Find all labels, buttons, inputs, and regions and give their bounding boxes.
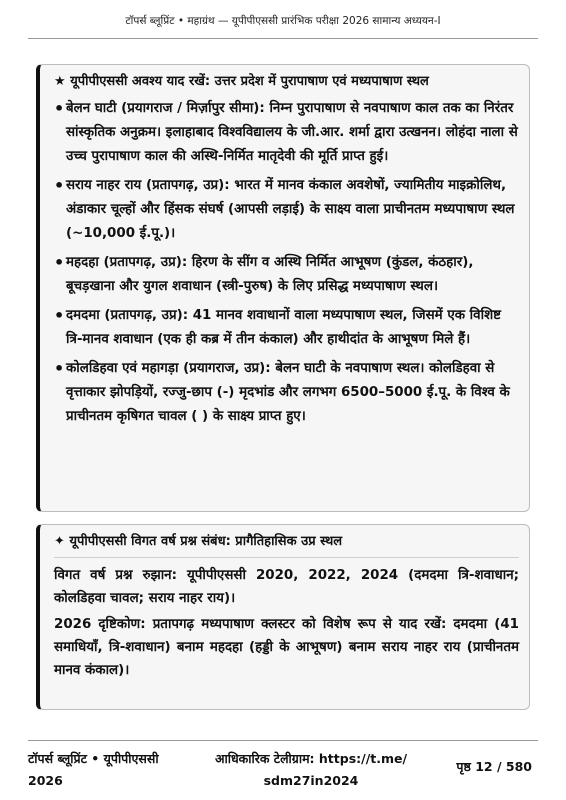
sparkle-icon: ✦ [54, 534, 65, 549]
pyq-title [54, 533, 519, 558]
bullet-icon: • [54, 359, 65, 378]
list-item [54, 97, 519, 169]
bullet-icon: • [54, 99, 65, 118]
pyq-connect-box [36, 524, 530, 710]
bullet-icon: • [54, 306, 65, 325]
list-item [54, 357, 519, 429]
pyq-title-text: यूपीपीएससी विगत वर्ष प्रश्न संबंध: प्रागैतिहासिक उप्र स्थल [69, 534, 343, 549]
header-divider [28, 38, 538, 39]
telegram-link[interactable]: आधिकारिक टेलीग्राम: https://t.me/ sdm27in2024 [214, 751, 408, 788]
bullet-icon: • [54, 176, 65, 195]
list-item-text: बेलन घाटी (प्रयागराज / मिर्ज़ापुर सीमा): निम्न पुरापाषाण से नवपाषाण काल तक का निरंतर सांस्कृतिक अनुक्रम। इलाहाबाद विश्वविद्यालय के जी.आर. शर्मा द्वारा उत्खनन। लोहंदा नाला से उच्च पुरापाषाण काल की अस्थि-निर्मित मातृदेवी की मूर्ति प्राप्त हुई। [66, 101, 518, 164]
footer-brand: टॉपर्स ब्लूप्रिंट • यूपीपीएससी 2026 [28, 751, 159, 788]
list-item-text: दमदमा (प्रतापगढ़, उप्र): 41 मानव शवाधानों वाला मध्यपाषाण स्थल, जिसमें एक विशिष्ट त्रि-मानव शवाधान (एक ही कब्र में तीन कंकाल) और हाथीदांत के आभूषण मिले हैं। [66, 308, 501, 347]
site-list [54, 97, 519, 429]
footer-divider [28, 740, 538, 741]
list-item [54, 174, 519, 246]
list-item [54, 304, 519, 352]
must-remember-box [36, 64, 530, 512]
outlook-2026: 2026 दृष्टिकोण: प्रतापगढ़ मध्यपाषाण क्लस्टर को विशेष रूप से याद रखें: दमदमा (41 समाधियाँ, त्रि-शवाधान) बनाम महदहा (हड्डी के आभूषण) बनाम सराय नाहर राय (प्राचीनतम मानव कंकाल)। [54, 617, 519, 678]
running-header: टॉपर्स ब्लूप्रिंट • महाग्रंथ — यूपीपीएससी प्रारंभिक परीक्षा 2026 सामान्य अध्ययन-I [125, 15, 441, 27]
list-item [54, 251, 519, 299]
pyq-trend: विगत वर्ष प्रश्न रुझान: यूपीपीएससी 2020, 2022, 2024 (दमदमा त्रि-शवाधान; कोलडिहवा चावल; सराय नाहर राय)। [54, 568, 519, 606]
list-item-text: कोलडिहवा एवं महागड़ा (प्रयागराज, उप्र): बेलन घाटी के नवपाषाण स्थल। कोलडिहवा से वृत्ताकार झोपड़ियों, रज्जु-छाप (-) मृदभांड और लगभग 6500–5000 ई.पू. के विश्व के प्राचीनतम कृषिगत चावल ( ) के साक्ष्य प्राप्त हुए। [66, 361, 510, 424]
star-icon: ★ [54, 74, 66, 89]
must-remember-title [54, 73, 519, 91]
list-item-text: सराय नाहर राय (प्रतापगढ़, उप्र): भारत में मानव कंकाल अवशेषों, ज्यामितीय माइक्रोलिथ, अंडाकार चूल्हों और हिंसक संघर्ष (आपसी लड़ाई) के साक्ष्य वाला प्राचीनतम मध्यपाषाण स्थल (~10,000 ई.पू.)। [66, 178, 515, 241]
list-item-text: महदहा (प्रतापगढ़, उप्र): हिरण के सींग व अस्थि निर्मित आभूषण (कुंडल, कंठहार), बूचड़खाना और युगल शवाधान (स्त्री-पुरुष) के लिए प्रसिद्ध मध्यपाषाण स्थल। [66, 255, 474, 294]
must-remember-title-text: यूपीपीएससी अवश्य याद रखें: उत्तर प्रदेश में पुरापाषाण एवं मध्यपाषाण स्थल [70, 74, 429, 89]
page-number: पृष्ठ 12 / 580 [456, 759, 532, 774]
bullet-icon: • [54, 253, 65, 272]
